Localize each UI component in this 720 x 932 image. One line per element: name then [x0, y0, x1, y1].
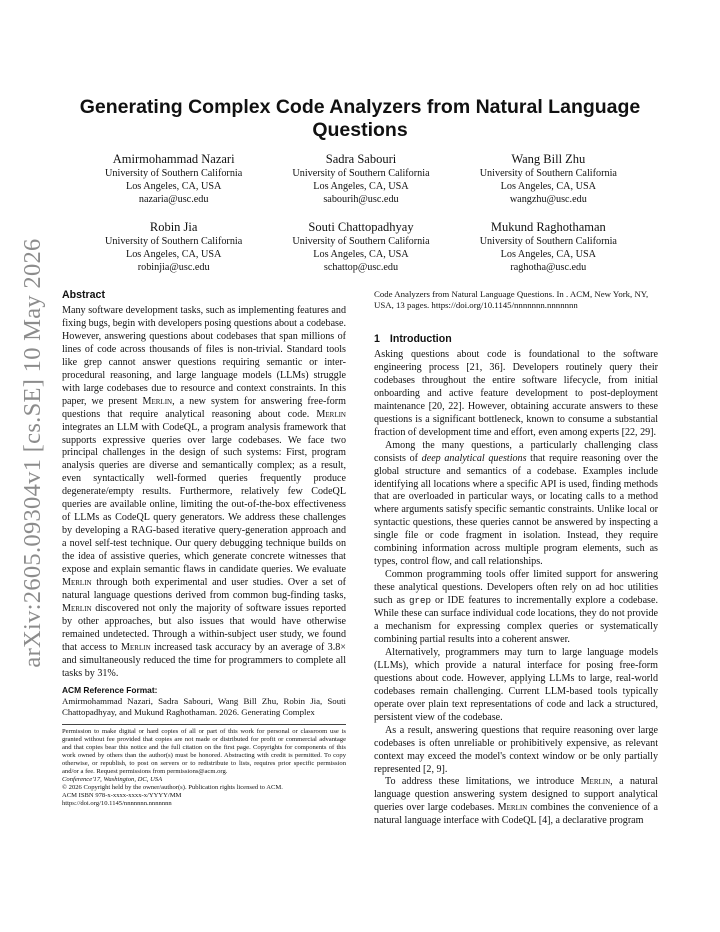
section-title: Introduction [389, 333, 452, 345]
author-location: Los Angeles, CA, USA [500, 249, 596, 260]
author-location: Los Angeles, CA, USA [125, 249, 222, 260]
author-affiliation: University of Southern California [479, 236, 617, 247]
author-block [267, 152, 454, 206]
introduction-heading [374, 333, 658, 346]
abstract-text: Many software development tasks, such as implementing features and fixing bugs, begin with developers posing questions about a codebase. However, answering questions about codebases that span millions of lines of code across thousands of files is non-trivial. Standard tools like grep cannot answer questions requiring semantic or inter-procedural reasoning, and large language models (LLMs) struggle with large codebases due to resource and context constraints. In this paper, we present Merlin, a new system for answering free-form questions that require analytical reasoning about code. Merlin integrates an LLM with CodeQL, a program analysis framework that supports expressive queries over large codebases. We face two principal challenges in the design of such systems: First, program analysis queries are diverse and semantically complex; as a result, even syntactically well-formed queries frequently produce degenerate/empty results. Furthermore, relatively few CodeQL queries are available online, limiting the out-of-the-box effectiveness of LLMs as CodeQL query generators. We address these challenges by developing a RAG-based iterative query-generation approach and a novel self-test technique. Our query debugging technique builds on the idea of assistive queries, which generate concrete witnesses that expose and explain semantic flaws in candidate queries. We evaluate Merlin through both experimental and user studies. Over a set of natural language questions derived from common bug-finding tasks, Merlin discovered not only the majority of software issues reported by other approaches, but also issues that would have otherwise remained undetected. Through a within-subject user study, we found that access to Merlin increased task accuracy by an average of 3.8× and simultaneously reduced the time for programmers to complete all tasks by 31%. [62, 305, 346, 679]
author-email: sabourih@usc.edu [323, 194, 399, 205]
conference-line: Conference'17, Washington, DC, USA [62, 775, 163, 783]
author-email: wangzhu@usc.edu [509, 194, 587, 205]
intro-paragraph: Among the many questions, a particularly challenging class consists of deep analytical questions that require reasoning over the global structure and semantics of a codebase. Examples include identifying all locations where a specific API is used, finding methods that are overloaded in particular ways, or locating calls to a method where arguments satisfy specific semantic constraints. Unlike local or syntactic questions, these queries cannot be answered by inspecting a single file or code fragment in isolation. Instead, they require combining information across multiple program elements, such as types, control flow, and call relationships. [374, 439, 658, 568]
author-affiliation: University of Southern California [292, 168, 430, 179]
author-email: nazaria@usc.edu [138, 194, 209, 205]
permission-text: Permission to make digital or hard copies of all or part of this work for personal or classroom use is granted without fee provided that copies are not made or distributed for profit or commercial advantage and that copies bear this notice and the full citation on the first page. Copyrights for components of this work owned by others than the author(s) must be honored. Abstracting with credit is permitted. To copy otherwise, or republish, to post on servers or to redistribute to lists, requires prior specific permission and/or a fee. Request permissions from permissions@acm.org. [62, 727, 346, 775]
author-email: robinjia@usc.edu [137, 262, 210, 273]
author-name: Robin Jia [149, 220, 198, 234]
author-name: Mukund Raghothaman [490, 220, 606, 234]
system-name: Merlin [497, 802, 528, 814]
left-column [62, 289, 346, 808]
author-location: Los Angeles, CA, USA [313, 249, 409, 260]
system-name: Merlin [62, 602, 92, 614]
system-name: Merlin [316, 408, 346, 420]
permission-footnote [62, 724, 346, 808]
author-block [267, 220, 454, 274]
author-block [80, 220, 267, 274]
abstract-heading: Abstract [62, 289, 105, 301]
author-name: Souti Chattopadhyay [308, 220, 414, 234]
system-name: Merlin [121, 641, 151, 653]
inline-code: grep [408, 595, 432, 607]
author-name: Sadra Sabouri [325, 152, 397, 166]
author-block [80, 152, 267, 206]
system-name: Merlin [62, 577, 92, 589]
acm-reference-continuation: Code Analyzers from Natural Language Questions. In . ACM, New York, NY, USA, 13 pages. https://doi.org/10.1145/nnnnnnn.nnnnnnn [374, 289, 649, 310]
intro-paragraph: Asking questions about code is foundational to the software engineering process [21, 36]. Developers routinely query their codebases throughout the entire software lifecycle, from initial onboarding and active feature development to post-deployment maintenance [20, 22]. However, obtaining accurate answers to these questions is a significant bottleneck, known to consume a substantial fraction of development time and effort, even among experts [22, 29]. [374, 349, 658, 438]
paper-title: Generating Complex Code Analyzers from Natural Language Questions [79, 96, 641, 141]
author-affiliation: University of Southern California [105, 168, 243, 179]
author-affiliation: University of Southern California [292, 236, 430, 247]
author-affiliation: University of Southern California [105, 236, 243, 247]
system-name: Merlin [142, 395, 173, 407]
section-number: 1 [374, 333, 380, 345]
author-location: Los Angeles, CA, USA [125, 181, 222, 192]
intro-paragraph: To address these limitations, we introduce Merlin, a natural language question answering system designed to support analytical queries over large codebases. Merlin combines the convenience of a natural language interface with CodeQL [4], a declarative program [374, 776, 659, 827]
author-name: Amirmohammad Nazari [112, 152, 235, 166]
author-block [455, 220, 642, 274]
author-row-1 [80, 152, 642, 206]
intro-paragraph: Common programming tools offer limited support for answering these analytical questions. Developers often rely on ad hoc utilities such as grep or IDE features to incrementally explore a codebase. While these can surface individual code locations, they do not provide a mechanism for expressing complex queries or systematically combining partial results into a coherent answer. [374, 569, 658, 645]
author-location: Los Angeles, CA, USA [500, 181, 596, 192]
author-email: schattop@usc.edu [323, 262, 399, 273]
doi-line: https://doi.org/10.1145/nnnnnnn.nnnnnnn [62, 800, 172, 808]
isbn-line: ACM ISBN 978-x-xxxx-xxxx-x/YYYY/MM [62, 792, 182, 800]
arxiv-stamp [18, 238, 48, 668]
intro-paragraph: As a result, answering questions that require reasoning over large codebases is often unreliable or prohibitively expensive, as relevant context may exceed the model's context window or be only partially represented [2, 9]. [374, 724, 658, 775]
author-location: Los Angeles, CA, USA [313, 181, 409, 192]
acm-reference-body: Amirmohammad Nazari, Sadra Sabouri, Wang Bill Zhu, Robin Jia, Souti Chattopadhyay, and Mukund Raghothaman. 2026. Generating Complex [62, 695, 346, 717]
author-affiliation: University of Southern California [479, 168, 617, 179]
system-name: Merlin [580, 776, 611, 788]
author-name: Wang Bill Zhu [511, 152, 586, 166]
intro-paragraph: Alternatively, programmers may turn to large language models (LLMs), which provide a natural interface for posing free-form questions about code. However, applying LLMs to large, real-world codebases remain challenging. Current LLM-based tools typically operate over plain text representations of code and lack a structured, persistent view of the codebase. [374, 646, 658, 723]
author-email: raghotha@usc.edu [510, 262, 587, 273]
acm-reference-heading: ACM Reference Format: [62, 684, 158, 695]
emphasis: deep analytical questions [421, 452, 527, 464]
copyright-line: © 2026 Copyright held by the owner/author(s). Publication rights licensed to ACM. [62, 783, 283, 791]
author-row-2 [80, 220, 642, 274]
arxiv-stamp-text: arXiv:2605.09304v1 [cs.SE] 10 May 2026 [19, 238, 46, 668]
author-block [455, 152, 642, 206]
right-column [374, 289, 658, 828]
